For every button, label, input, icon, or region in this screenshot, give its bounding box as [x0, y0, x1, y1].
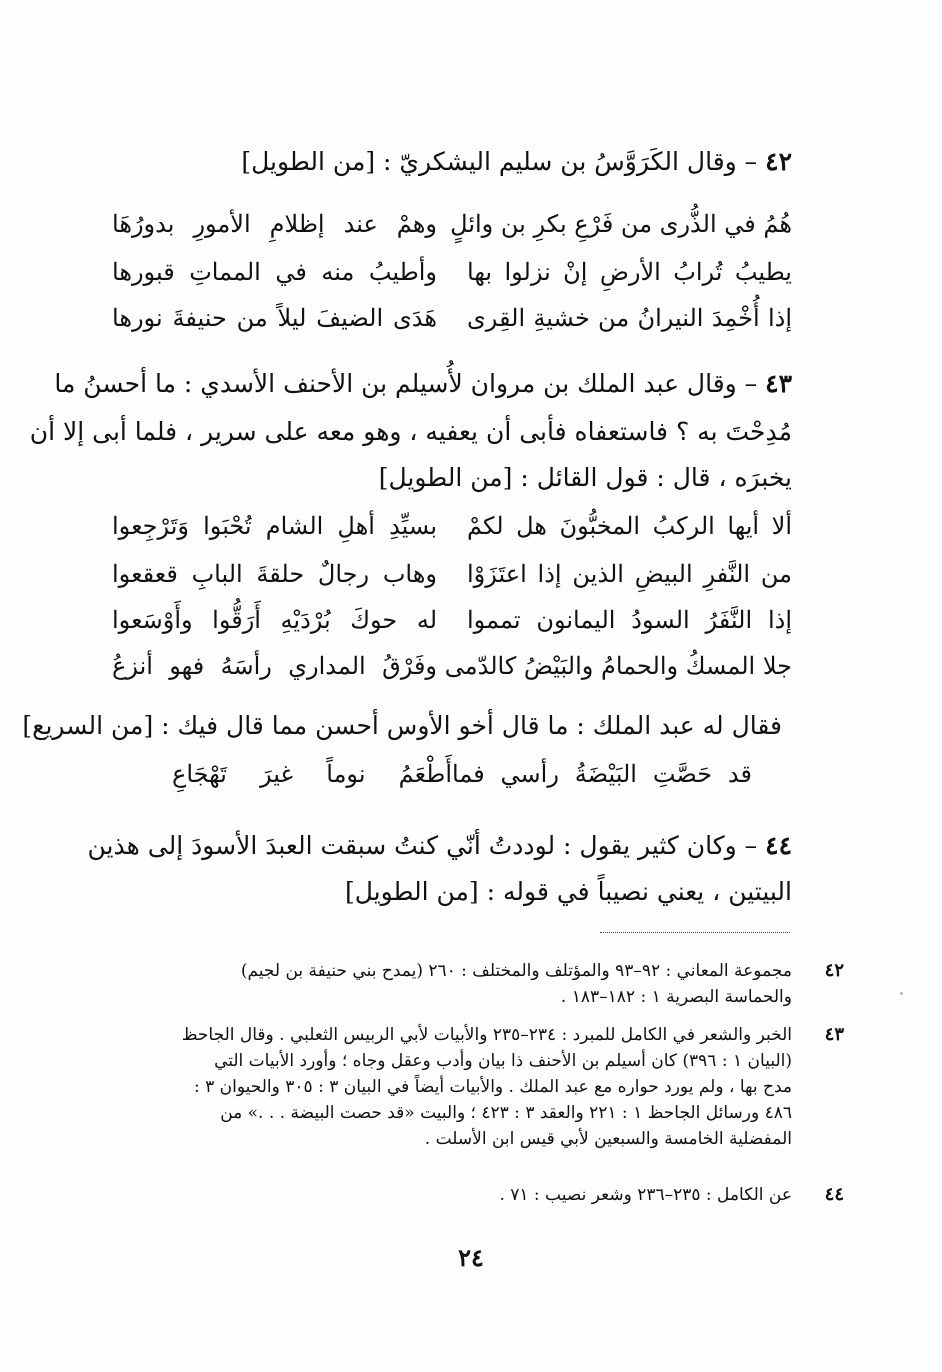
footnote-number: ٤٢	[824, 960, 844, 981]
footnote-line: ٤٨٦ ورسائل الجاحظ ١ : ٢٢١ والعقد ٣ : ٤٢٣ ؛ والبيت «قد حصت البيضة . . .» من	[220, 1103, 792, 1123]
body-text-line: يخبرَه ، قال : قول القائل : [من الطويل]	[378, 463, 792, 492]
footnote	[122, 1182, 844, 1208]
verse-first-hemistich: من النَّفرِ البيضِ الذين إذا اعتَزَوْا	[467, 560, 792, 588]
verse-second-hemistich: وهمْ عند إظلامِ الأمورِ بدورُهَا	[112, 210, 437, 238]
footnote	[122, 958, 844, 1010]
verse-first-hemistich: يطيبُ تُرابُ الأرضِ إنْ نزلوا بها	[467, 258, 792, 286]
footnote-separator	[600, 932, 790, 933]
section-number: ٤٢	[765, 147, 792, 176]
verse-line	[112, 304, 792, 346]
verse-second-hemistich: له حوكَ بُرْدَيْهِ أَرَقُّوا وأَوْسَعوا	[112, 606, 437, 634]
verse-first-hemistich: جلا المسكُ والحمامُ والبَيْضُ كالدّمى	[444, 652, 792, 680]
verse-second-hemistich: وهاب رجالٌ حلقةَ البابِ قعقعوا	[112, 560, 437, 588]
verse-first-hemistich: هُمُ في الذُّرى من فَرْعِ بكرِ بن وائلٍ	[450, 210, 792, 238]
body-text-line: فقال له عبد الملك : ما قال أخو الأوس أحسن مما قال فيك : [من السريع]	[22, 711, 782, 740]
footnote-line: والحماسة البصرية ١ : ١٨٢–١٨٣ .	[560, 987, 792, 1007]
verse-line	[112, 760, 792, 802]
footnote-number: ٤٤	[824, 1184, 844, 1205]
footnote-line: مجموعة المعاني : ٩٢–٩٣ والمؤتلف والمختلف : ٢٦٠ (يمدح بني حنيفة بن لجيم)	[240, 961, 792, 981]
section-heading-text: – وكان كثير يقول : لوددتُ أنّي كنتُ سبقت العبدَ الأسودَ إلى هذين	[87, 831, 758, 860]
verse-first-hemistich: إذا النَّفَرُ السودُ اليمانون تمموا	[467, 606, 792, 634]
body-text-line: البيتين ، يعني نصيباً في قوله : [من الطويل]	[344, 877, 792, 906]
footnote-line: عن الكامل : ٢٣٥–٢٣٦ وشعر نصيب : ٧١ .	[499, 1185, 792, 1205]
section-number: ٤٤	[765, 831, 792, 860]
section-heading-text: – وقال عبد الملك بن مروان لأُسيلم بن الأحنف الأسدي : ما أحسنُ ما	[54, 369, 758, 398]
footnote-line: المفضلية الخامسة والسبعين لأبي قيس ابن الأسلت .	[424, 1129, 792, 1149]
verse-line	[112, 560, 792, 602]
footnote-line: (البيان ١ : ٣٩٦) كان أسيلم بن الأحنف ذا بيان وأدب وعقل وجاه ؛ وأورد الأبيات التي	[214, 1051, 792, 1071]
section-43-heading	[54, 364, 792, 404]
footnote-line: الخبر والشعر في الكامل للمبرد : ٢٣٤–٢٣٥ والأبيات لأبي الربيس الثعلبي . وقال الجاحظ	[181, 1025, 792, 1045]
verse-line	[112, 210, 792, 252]
verse-line	[112, 652, 792, 694]
verse-second-hemistich: بسيِّدِ أهلِ الشام تُحْبَوا وَتَرْجِعوا	[112, 512, 437, 540]
footnote	[122, 1022, 844, 1152]
verse-second-hemistich: أَطْعَمُ نوماً غيرَ تَهْجَاعِ	[172, 760, 452, 788]
scan-speck	[900, 992, 903, 995]
verse-first-hemistich: إذا أُخْمِدَ النيرانُ من خشيةِ القِرى	[467, 304, 792, 332]
verse-line	[112, 606, 792, 648]
section-heading-text: – وقال الكَرَوَّسُ بن سليم اليشكريّ : [من الطويل]	[241, 147, 758, 176]
section-42-heading	[122, 142, 792, 182]
footnote-line: مدح بها ، ولم يورد حواره مع عبد الملك . والأبيات أيضاً في البيان ٣ : ٣٠٥ والحيوان ٣ :	[193, 1077, 792, 1097]
verse-first-hemistich: ألا أيها الركبُ المخبُّونَ هل لكمْ	[467, 512, 792, 540]
verse-line	[112, 258, 792, 300]
verse-second-hemistich: وأطيبُ منه في المماتِ قبورها	[112, 258, 437, 286]
page-number: ٢٤	[458, 1243, 484, 1272]
verse-second-hemistich: هَدَى الضيفَ ليلاً من حنيفةَ نورها	[112, 304, 437, 332]
verse-first-hemistich: قد حَصَّتِ البَيْضَةُ رأسي فما	[452, 760, 752, 788]
verse-second-hemistich: وفَرْقُ المداري رأسَهُ فهو أنزعُ	[112, 652, 437, 680]
section-number: ٤٣	[765, 369, 792, 398]
footnote-number: ٤٣	[824, 1024, 844, 1045]
verse-line	[112, 512, 792, 554]
body-text-line: مُدِحْتَ به ؟ فاستعفاه فأبى أن يعفيه ، وهو معه على سرير ، فلما أبى إلا أن	[29, 417, 792, 446]
section-44-heading	[87, 826, 792, 866]
